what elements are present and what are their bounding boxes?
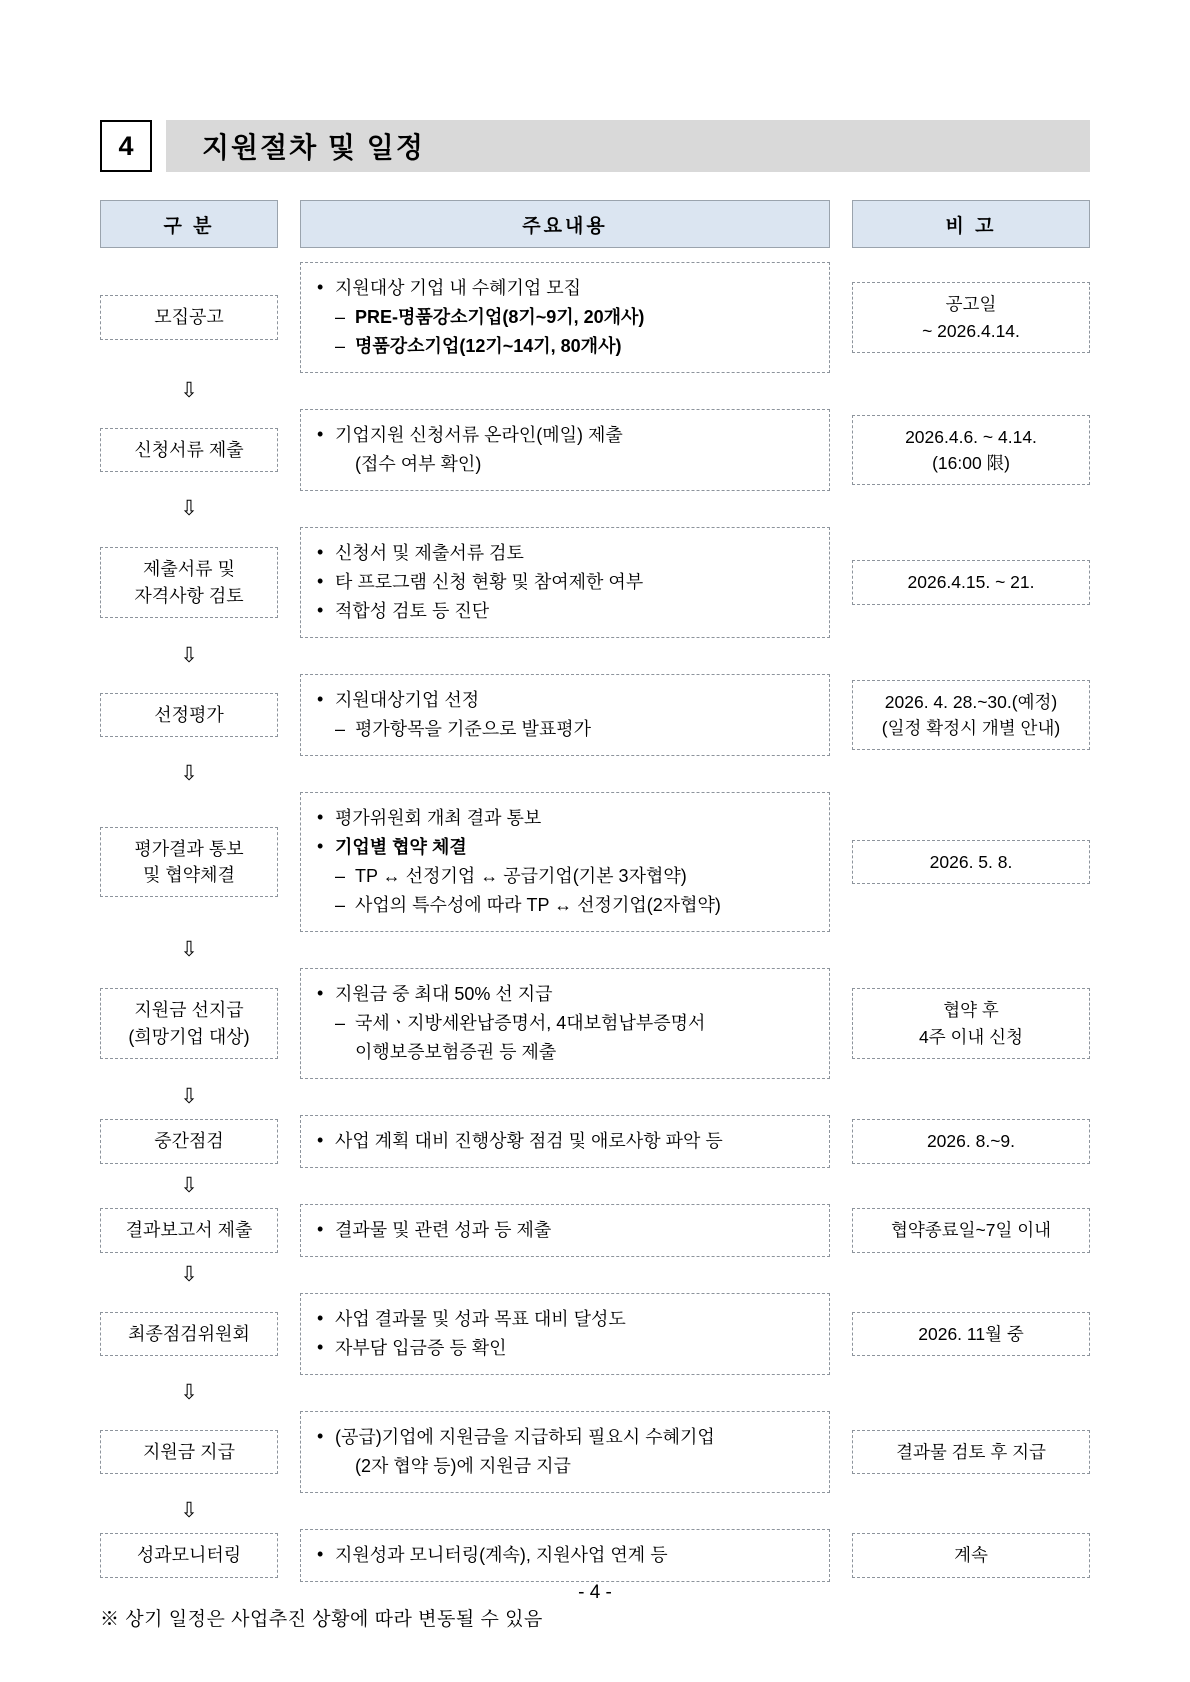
stage-note: 계속: [852, 1533, 1090, 1577]
stage-label: 결과보고서 제출: [100, 1208, 278, 1252]
stage-label: 중간점검: [100, 1119, 278, 1163]
page-number: - 4 -: [578, 1582, 612, 1603]
stage-note: 협약종료일~7일 이내: [852, 1208, 1090, 1252]
stage-label: 지원금 선지급 (희망기업 대상): [100, 988, 278, 1058]
stage-note: 2026. 5. 8.: [852, 840, 1090, 884]
arrow-down-icon: ⇩: [180, 938, 198, 961]
content-line: – 국세ㆍ지방세완납증명서, 4대보험납부증명서: [315, 1010, 815, 1037]
content-line: • 평가위원회 개최 결과 통보: [315, 805, 815, 832]
stage-note: 공고일 ~ 2026.4.14.: [852, 282, 1090, 353]
stage-label: 신청서류 제출: [100, 428, 278, 472]
stage-label: 제출서류 및 자격사항 검토: [100, 547, 278, 617]
content-line: – TP ↔ 선정기업 ↔ 공급기업(기본 3자협약): [315, 863, 815, 890]
section-title: 지원절차 및 일정: [202, 132, 425, 163]
flow-arrow-row: [100, 932, 1090, 968]
content-line: • 자부담 입금증 등 확인: [315, 1335, 815, 1362]
flow-arrow-row: [100, 373, 1090, 409]
stage-content: [300, 1115, 830, 1168]
section-number: 4: [100, 120, 152, 172]
table-row: [100, 527, 1090, 638]
arrow-down-icon: ⇩: [180, 1174, 198, 1197]
arrow-down-icon: ⇩: [180, 1263, 198, 1286]
content-line: • 신청서 및 제출서류 검토: [315, 540, 815, 567]
stage-content: [300, 1411, 830, 1493]
stage-content: [300, 1293, 830, 1375]
content-line: – 평가항목을 기준으로 발표평가: [315, 716, 815, 743]
content-line: – PRE-명품강소기업(8기~9기, 20개사): [315, 304, 815, 331]
flow-arrow-row: [100, 1375, 1090, 1411]
stage-content: [300, 674, 830, 756]
stage-content: [300, 409, 830, 491]
stage-note: 2026. 8.~9.: [852, 1119, 1090, 1163]
table-row: [100, 792, 1090, 932]
arrow-down-icon: ⇩: [180, 1381, 198, 1404]
content-line: • 타 프로그램 신청 현황 및 참여제한 여부: [315, 569, 815, 596]
procedure-table: [100, 200, 1090, 1582]
arrow-down-icon: ⇩: [180, 1085, 198, 1108]
stage-content: [300, 968, 830, 1079]
flow-arrow-row: [100, 1493, 1090, 1529]
content-line: (접수 여부 확인): [355, 454, 482, 474]
arrow-down-icon: ⇩: [180, 497, 198, 520]
table-header-row: [100, 200, 1090, 248]
content-line: • 지원성과 모니터링(계속), 지원사업 연계 등: [315, 1542, 815, 1569]
table-row: [100, 674, 1090, 756]
stage-note: 2026.4.15. ~ 21.: [852, 560, 1090, 604]
stage-label: 최종점검위원회: [100, 1312, 278, 1356]
table-row: [100, 1115, 1090, 1168]
arrow-down-icon: ⇩: [180, 1499, 198, 1522]
stage-content: [300, 1529, 830, 1582]
flow-arrow-row: [100, 1079, 1090, 1115]
stage-label: 선정평가: [100, 693, 278, 737]
content-line: (2자 협약 등)에 지원금 지급: [355, 1456, 571, 1476]
stage-content: [300, 527, 830, 638]
flow-arrow-row: [100, 1257, 1090, 1293]
header-cell-category: 구 분: [100, 200, 278, 248]
table-row: [100, 409, 1090, 491]
section-title-bar: [166, 120, 1090, 172]
stage-note: 2026. 11월 중: [852, 1312, 1090, 1356]
content-line: • 지원금 중 최대 50% 선 지급: [315, 981, 815, 1008]
stage-note: 결과물 검토 후 지급: [852, 1430, 1090, 1474]
table-row: [100, 1411, 1090, 1493]
stage-note: 협약 후 4주 이내 신청: [852, 988, 1090, 1059]
stage-label: 모집공고: [100, 295, 278, 339]
header-cell-content: 주요내용: [300, 200, 830, 248]
flow-arrow-row: [100, 756, 1090, 792]
content-line: • 결과물 및 관련 성과 등 제출: [315, 1217, 815, 1244]
stage-label: 평가결과 통보 및 협약체결: [100, 827, 278, 897]
content-line: • (공급)기업에 지원금을 지급하되 필요시 수혜기업: [315, 1424, 815, 1451]
arrow-down-icon: ⇩: [180, 644, 198, 667]
stage-note: 2026. 4. 28.~30.(예정) (일정 확정시 개별 안내): [852, 680, 1090, 751]
content-line: • 기업별 협약 체결: [315, 834, 815, 861]
stage-label: 성과모니터링: [100, 1533, 278, 1577]
spacer: [100, 248, 1090, 262]
content-line: • 사업 결과물 및 성과 목표 대비 달성도: [315, 1306, 815, 1333]
section-header: [100, 120, 1090, 172]
stage-note: 2026.4.6. ~ 4.14. (16:00 限): [852, 415, 1090, 486]
table-row: [100, 1204, 1090, 1257]
stage-content: [300, 1204, 830, 1257]
flow-arrow-row: [100, 491, 1090, 527]
content-line: • 기업지원 신청서류 온라인(메일) 제출: [315, 422, 815, 449]
content-line: 이행보증보험증권 등 제출: [355, 1042, 557, 1062]
content-line: • 지원대상기업 선정: [315, 687, 815, 714]
content-line: – 사업의 특수성에 따라 TP ↔ 선정기업(2자협약): [315, 892, 815, 919]
content-line: – 명품강소기업(12기~14기, 80개사): [315, 333, 815, 360]
content-line: • 지원대상 기업 내 수혜기업 모집: [315, 275, 815, 302]
footnote: ※ 상기 일정은 사업추진 상황에 따라 변동될 수 있음: [100, 1609, 543, 1630]
table-row: [100, 262, 1090, 373]
arrow-down-icon: ⇩: [180, 379, 198, 402]
flow-arrow-row: [100, 638, 1090, 674]
table-row: [100, 1529, 1090, 1582]
table-row: [100, 1293, 1090, 1375]
header-cell-note: 비 고: [852, 200, 1090, 248]
stage-label: 지원금 지급: [100, 1430, 278, 1474]
stage-content: [300, 262, 830, 373]
table-row: [100, 968, 1090, 1079]
stage-content: [300, 792, 830, 932]
content-line: • 사업 계획 대비 진행상황 점검 및 애로사항 파악 등: [315, 1128, 815, 1155]
flow-arrow-row: [100, 1168, 1090, 1204]
arrow-down-icon: ⇩: [180, 762, 198, 785]
content-line: • 적합성 검토 등 진단: [315, 598, 815, 625]
